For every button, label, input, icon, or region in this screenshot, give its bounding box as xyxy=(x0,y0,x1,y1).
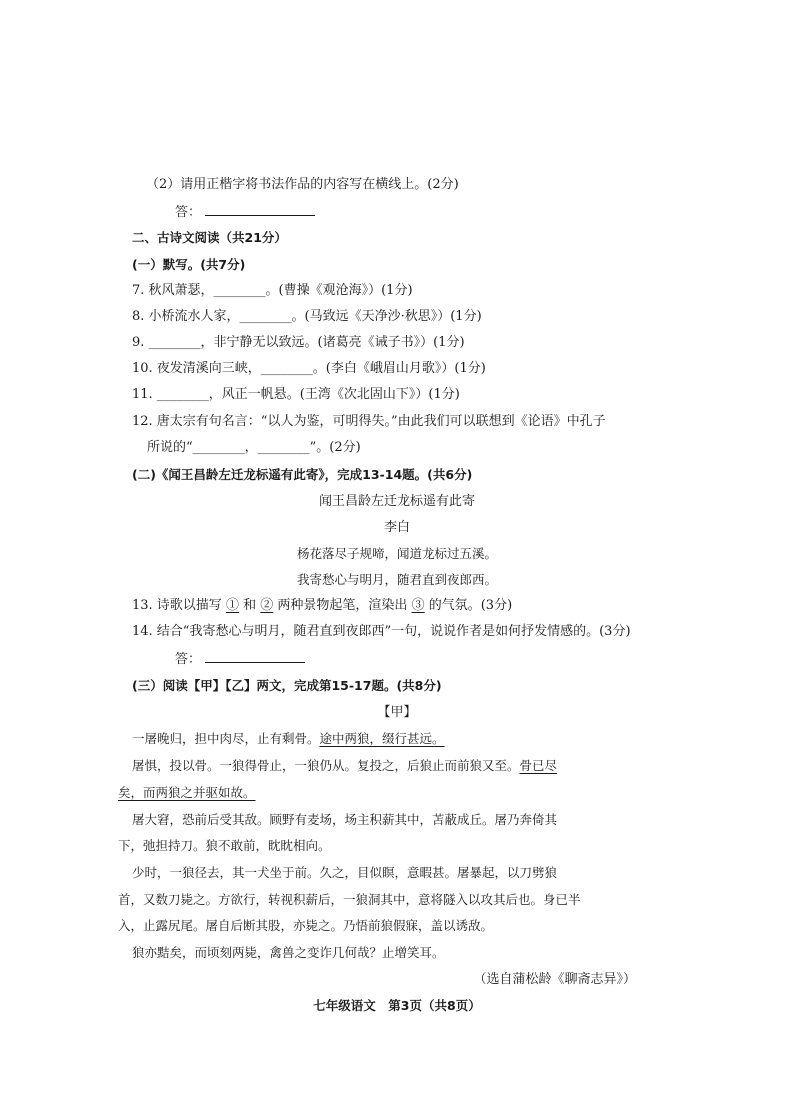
q2-answer[interactable] xyxy=(175,203,315,222)
q14-answer[interactable] xyxy=(175,650,305,669)
part3-title: (三）阅读【甲】【乙】两文，完成第15-17题。(共8分) xyxy=(132,678,442,693)
q13-prefix: 13. 诗歌以描写 xyxy=(132,598,222,613)
passage-p2-line1 xyxy=(132,757,557,775)
passage-p3-line1: 屠大窘，恐前后受其敌。顾野有麦场，场主积薪其中，苫蔽成丘。屠乃奔倚其 xyxy=(132,812,558,827)
poem-line-2: 我寄愁心与明月，随君直到夜郎西。 xyxy=(296,572,497,587)
q14: 14. 结合“我寄愁心与明月，随君直到夜郎西”一句，说说作者是如何抒发情感的。(3分) xyxy=(132,624,631,639)
q13-mid-1: 和 xyxy=(243,598,257,613)
part2-title: (二)《闻王昌龄左迁龙标遥有此寄》，完成13-14题。(共6分) xyxy=(132,467,473,482)
part1-title: (一）默写。(共7分) xyxy=(132,257,246,272)
poem-author: 李白 xyxy=(383,520,410,535)
passage-p4-line2: 首，又数刀毙之。方欲行，转视积薪后，一狼洞其中，意将隧入以攻其后也。身已半 xyxy=(118,892,581,907)
q8: 8. 小桥流水人家，________。(马致远《天净沙·秋思》）(1分) xyxy=(132,309,482,324)
p2-underlined-2: 矣，而两狼之并驱如故。 xyxy=(118,785,256,800)
q10: 10. 夜发清溪向三峡，________。(李白《峨眉山月歌》）(1分) xyxy=(132,361,486,376)
p1-underlined: 途中两狼，缀行甚远。 xyxy=(319,731,445,746)
jia-label: 【甲】 xyxy=(377,705,417,720)
passage-p5: 狼亦黠矣，而顷刻两毙，禽兽之变诈几何哉？止增笑耳。 xyxy=(132,945,445,960)
q13 xyxy=(132,597,512,615)
p1-text: 一屠晚归，担中肉尽，止有剩骨。 xyxy=(132,731,320,746)
passage-source: （选自蒲松龄《聊斋志异》） xyxy=(473,972,636,987)
q13-blank-1: ① xyxy=(225,598,239,613)
q12-line1: 12. 唐太宗有句名言：“以人为鉴，可明得失。”由此我们可以联想到《论语》中孔子 xyxy=(132,414,606,429)
q13-blank-3: ③ xyxy=(411,598,425,613)
p2-text: 屠惧，投以骨。一狼得骨止，一狼仍从。复投之，后狼止而前狼又至。 xyxy=(132,758,520,773)
passage-p2-line2 xyxy=(118,784,256,802)
section2-title: 二、古诗文阅读（共21分） xyxy=(132,230,287,245)
q7: 7. 秋风萧瑟，________。(曹操《观沧海》）(1分) xyxy=(132,283,413,298)
answer-label: 答： xyxy=(175,652,202,667)
poem-line-1: 杨花落尽子规啼，闻道龙标过五溪。 xyxy=(296,546,497,561)
passage-p4-line1: 少时，一狼径去，其一犬坐于前。久之，目似瞑，意暇甚。屠暴起，以刀劈狼 xyxy=(132,865,558,880)
answer-blank[interactable] xyxy=(205,203,315,216)
q13-mid-2: 两种景物起笔，渲染出 xyxy=(277,598,408,613)
q11: 11. ________，风正一帆悬。(王湾《次北固山下》）(1分) xyxy=(132,387,460,402)
passage-p1 xyxy=(132,730,445,748)
q9: 9. ________，非宁静无以致远。(诸葛亮《诫子书》）(1分) xyxy=(132,335,465,350)
q2-prompt: （2）请用正楷字将书法作品的内容写在横线上。(2分) xyxy=(146,177,459,192)
passage-p4-line3: 入，止露尻尾。屠自后断其股，亦毙之。乃悟前狼假寐，盖以诱敌。 xyxy=(118,918,494,933)
p2-underlined: 骨已尽 xyxy=(519,758,558,773)
q13-suffix: 的气氛。(3分) xyxy=(428,598,513,613)
page-footer: 七年级语文 第3页（共8页） xyxy=(313,998,481,1013)
q12-line2: 所说的“________，________”。(2分) xyxy=(147,440,361,455)
passage-p3-line2: 下，弛担持刀。狼不敢前，眈眈相向。 xyxy=(118,838,331,853)
q13-blank-2: ② xyxy=(260,598,274,613)
poem-title: 闻王昌龄左迁龙标遥有此寄 xyxy=(318,494,475,509)
answer-label: 答： xyxy=(175,205,202,220)
answer-blank[interactable] xyxy=(205,650,305,663)
